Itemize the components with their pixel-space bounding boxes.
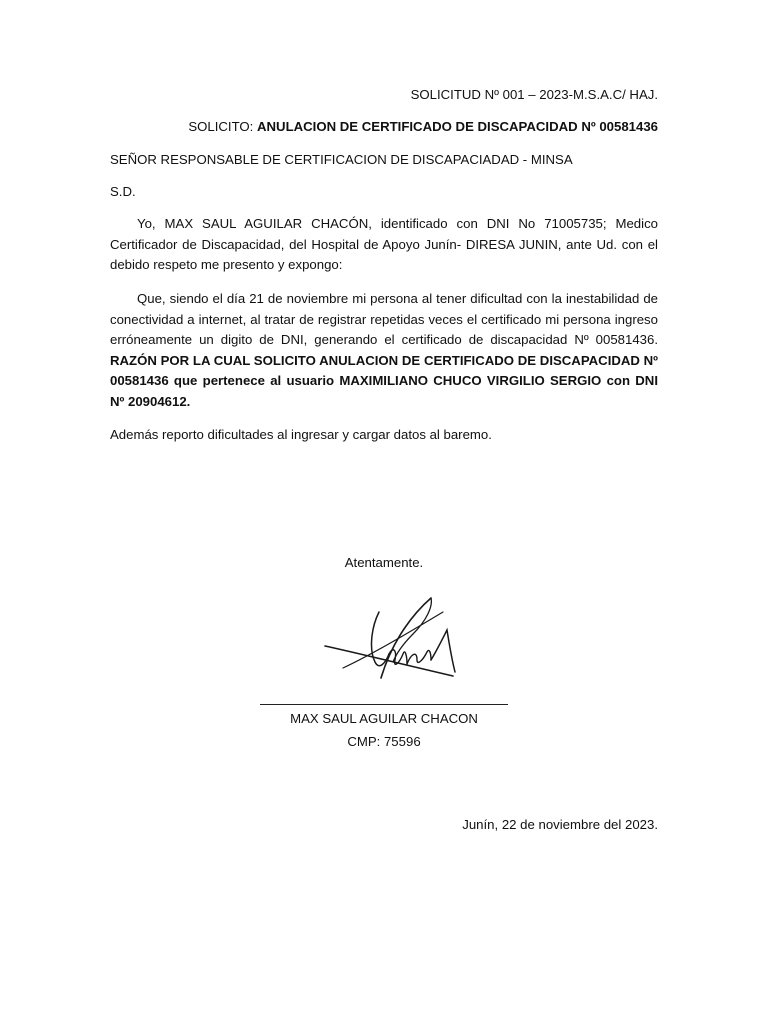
signer-cmp: CMP: 75596 xyxy=(347,734,421,749)
request-reference: SOLICITUD Nº 001 – 2023-M.S.A.C/ HAJ. xyxy=(410,87,658,102)
recipient-line: SEÑOR RESPONSABLE DE CERTIFICACION DE DISCAPACIADAD - MINSA xyxy=(110,152,573,167)
subject-prefix: SOLICITO: xyxy=(188,119,257,134)
paragraph-explanation xyxy=(110,289,658,412)
closing-regards: Atentamente. xyxy=(344,555,424,570)
paragraph-explanation-request: RAZÓN POR LA CUAL SOLICITO ANULACION DE CERTIFICADO DE DISCAPACIDAD Nº 00581436 que pertenece al usuario MAXIMILIANO CHUCO VIRGILIO SERGIO con DNI Nº 20904612. xyxy=(110,352,658,409)
paragraph-additional-report: Además reporto dificultades al ingresar y cargar datos al baremo. xyxy=(110,427,492,442)
signer-name: MAX SAUL AGUILAR CHACON xyxy=(290,711,478,726)
place-and-date: Junín, 22 de noviembre del 2023. xyxy=(462,817,658,832)
signature-drawing xyxy=(323,590,463,688)
paragraph-introduction: Yo, MAX SAUL AGUILAR CHACÓN, identificado con DNI No 71005735; Medico Certificador de Discapacidad, del Hospital de Apoyo Junín- DIRESA JUNIN, ante Ud. con el debido respeto me presento y expongo: xyxy=(110,216,658,272)
salutation: S.D. xyxy=(110,184,136,199)
signature-line xyxy=(260,704,508,705)
paragraph-explanation-text: Que, siendo el día 21 de noviembre mi persona al tener dificultad con la inestabilidad de conectividad a internet, al tratar de registrar repetidas veces el certificado mi persona ingreso erróneamente un digito de DNI, generando el certificado de discapacidad Nº 00581436. xyxy=(110,291,658,347)
subject-line xyxy=(188,117,658,137)
subject-text: ANULACION DE CERTIFICADO DE DISCAPACIDAD Nº 00581436 xyxy=(257,119,658,134)
handwritten-signature xyxy=(323,590,463,688)
